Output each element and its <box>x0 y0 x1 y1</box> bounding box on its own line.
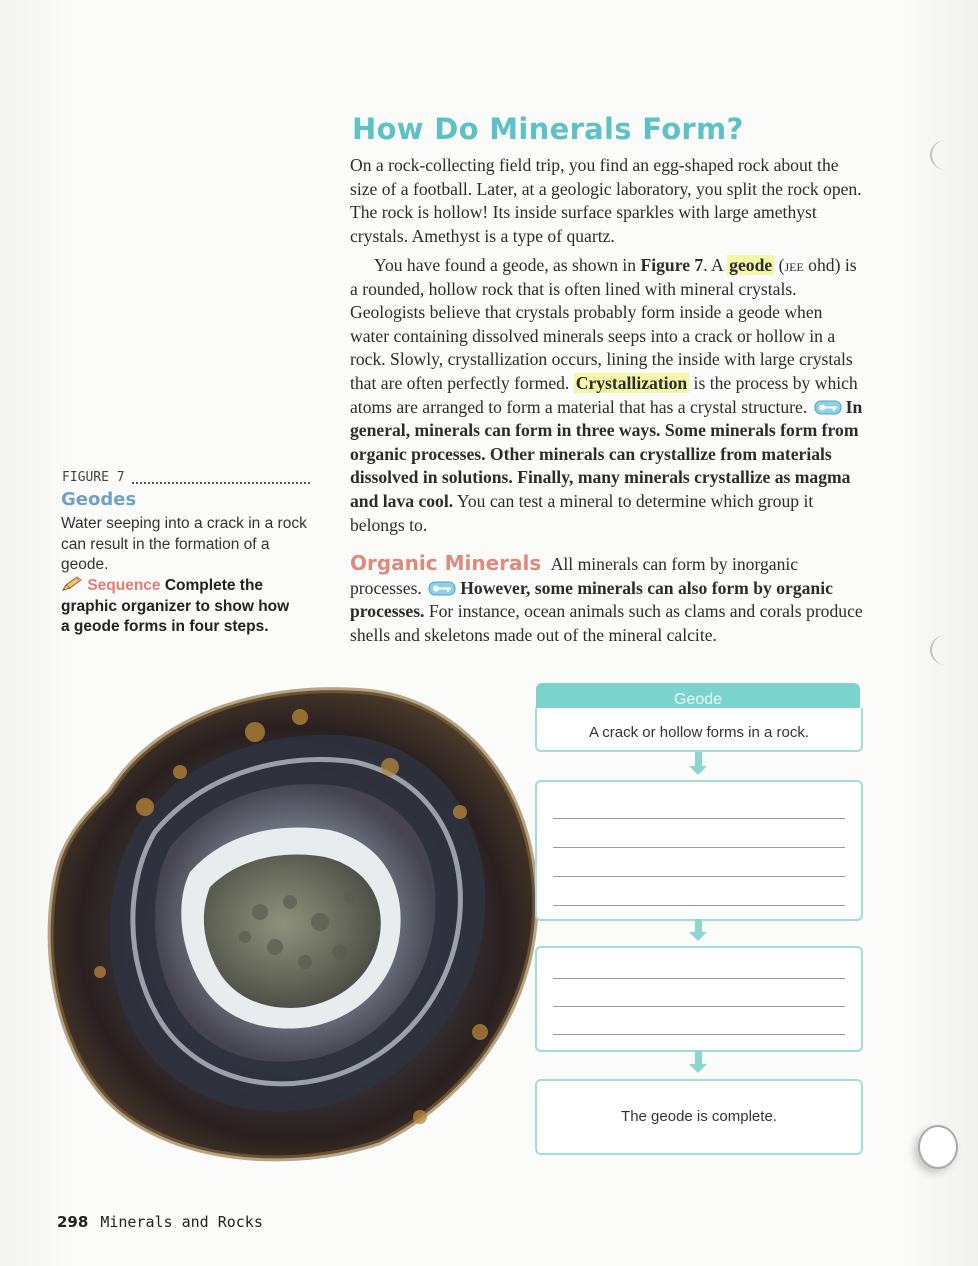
organizer-header: Geode <box>536 683 860 713</box>
figure-label-divider <box>132 482 310 484</box>
task-instruction: Complete the graphic organizer to show how a geode forms in four steps. <box>61 577 290 635</box>
text-segment: . A <box>703 255 728 275</box>
text-segment: You can test a mineral to determine which group it belongs to. <box>350 490 814 535</box>
arrow-head-icon <box>689 766 707 775</box>
text-segment: is the process by which atoms are arranged to form a material that has a crystal structure. <box>350 372 858 417</box>
arrow-head-icon <box>689 932 707 941</box>
answer-line[interactable] <box>553 978 845 979</box>
vocab-term-crystallization[interactable]: Crystallization <box>575 372 688 393</box>
chapter-title: Minerals and Rocks <box>100 1213 263 1231</box>
figure-reference[interactable]: Figure 7 <box>640 255 704 275</box>
page-number: 298 <box>57 1213 89 1231</box>
page-title: How Do Minerals Form? <box>352 112 744 146</box>
organizer-step-2-input[interactable] <box>535 780 863 921</box>
task-label-sequence: Sequence <box>87 577 161 594</box>
text-segment: is a rounded, hollow rock that is often lined with mineral crystals. Geologists believe that crystals probably form inside a geode when water containing dissolved minerals seeps into a crack or hollow in a rock. Slowly, crystallization occurs, lining the inside with large crystals that are often perfectly formed. <box>350 255 857 393</box>
punch-hole-middle <box>930 635 962 665</box>
organizer-step-4: The geode is complete. <box>535 1079 863 1155</box>
answer-line[interactable] <box>553 818 845 819</box>
arrow-head-icon <box>689 1064 707 1073</box>
key-concept-icon <box>428 581 456 596</box>
page-footer <box>57 1213 263 1231</box>
text-segment: You have found a geode, as shown in <box>374 255 641 275</box>
key-concept-icon <box>814 400 842 415</box>
answer-line[interactable] <box>553 1006 845 1007</box>
paragraph-intro: On a rock-collecting field trip, you find an egg-shaped rock about the size of a football. Later, at a geologic laboratory, you split the rock open. The rock is hollow! Its inside surface sparkles with large amethyst crystals. Amethyst is a type of quartz. <box>350 155 862 246</box>
answer-line[interactable] <box>553 905 845 906</box>
figure-label: FIGURE 7 <box>62 470 125 485</box>
punch-hole-bottom <box>918 1125 958 1169</box>
paragraph-organic <box>350 552 865 647</box>
organizer-step-1: A crack or hollow forms in a rock. <box>535 708 863 752</box>
pronunciation-rest: ohd <box>803 255 835 275</box>
pronunciation-stressed: jee <box>784 255 804 275</box>
key-concept-text: In general, minerals can form in three ways. Some minerals form from organic processes. Other minerals can crystallize from materials dissolved in solutions. Finally, many minerals crystallize as magma and lava cool. <box>350 396 863 511</box>
text-segment: For instance, ocean animals such as clams and corals produce shells and skeletons made out of the mineral calcite. <box>350 601 863 645</box>
answer-line[interactable] <box>553 1034 845 1035</box>
figure-title: Geodes <box>61 489 137 510</box>
figure-caption: Water seeping into a crack in a rock can result in the formation of a geode. <box>61 515 307 573</box>
key-concept-text: However, some minerals can also form by organic processes. <box>350 577 833 622</box>
answer-line[interactable] <box>553 847 845 848</box>
geode-photo <box>40 672 540 1170</box>
answer-line[interactable] <box>553 876 845 877</box>
figure-task <box>61 576 301 638</box>
vocab-term-geode[interactable]: geode <box>729 255 773 275</box>
pencil-icon <box>61 576 83 592</box>
section-heading-organic-minerals: Organic Minerals <box>350 551 542 575</box>
paragraph-geode: You have found a geode, as shown in Figure 7. A geode (jee ohd) is a rounded, hollow rock that is often lined with mineral crystals. Geologists believe that crystals probably form inside a geode when water containing dissolved minerals seeps into a crack or hollow in a rock. Slowly, crystallization occurs, lining the inside with large crystals that are often perfectly formed. Crystallization is the process by which atoms are arranged to form a material that has a crystal structure. In general, minerals can form in three ways. Some minerals form from organic processes. Other minerals can crystallize from materials dissolved in solutions. Finally, many minerals crystallize as magma and lava cool. You can test a mineral to determine which group it belongs to. <box>350 255 863 535</box>
text-segment: All minerals can form by inorganic processes. <box>350 554 799 598</box>
punch-hole-top <box>930 140 962 170</box>
organizer-step-3-input[interactable] <box>535 946 863 1052</box>
